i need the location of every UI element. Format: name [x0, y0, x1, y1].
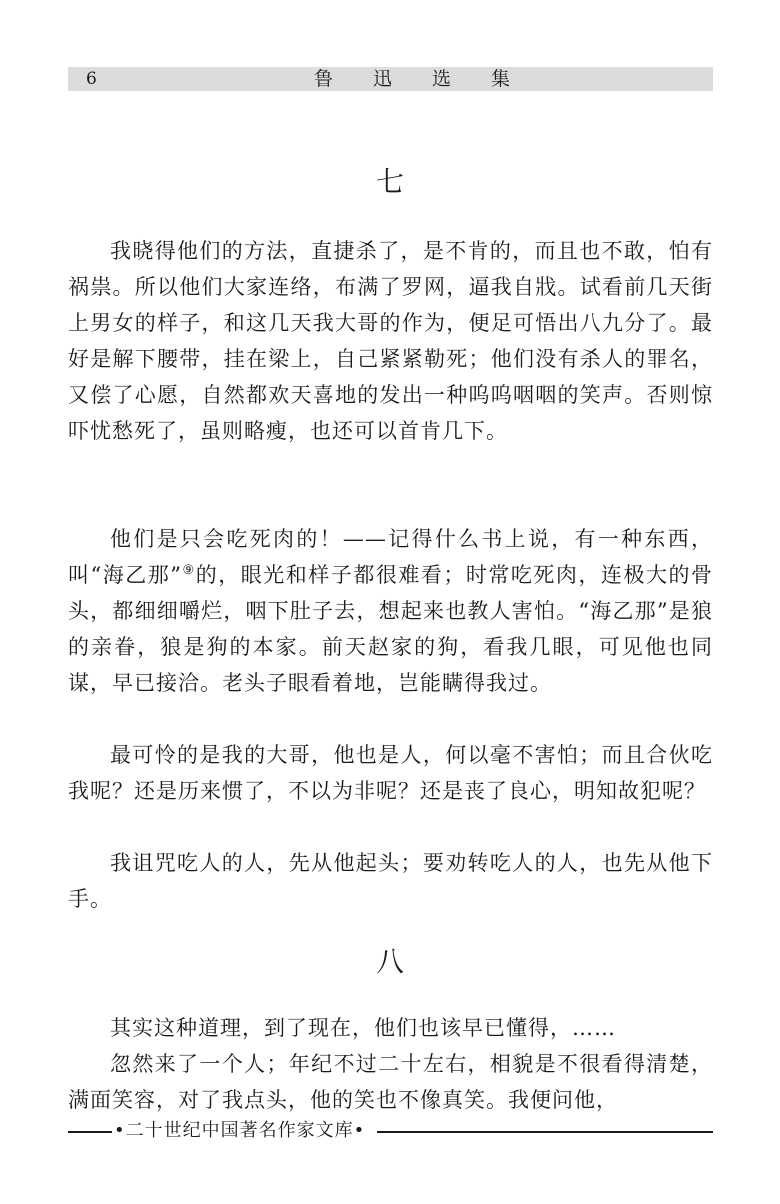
series-title: •二十世纪中国著名作家文库• [114, 1120, 366, 1141]
book-title: 鲁迅选集 [314, 68, 551, 90]
section-heading-8: 八 [375, 945, 404, 978]
paragraph-text: 他们是只会吃死肉的！——记得什么书上说，有一种东西，叫“海乙那” [68, 527, 713, 587]
paragraph: 我诅咒吃人的人，先从他起头；要劝转吃人的人，也先从他下手。 [68, 851, 713, 911]
paragraph: 其实这种道理，到了现在，他们也该早已懂得，…… [110, 1016, 616, 1040]
paragraph [68, 521, 713, 701]
running-footer [68, 1117, 713, 1147]
page-number: 6 [86, 69, 97, 89]
paragraph: 忽然来了一个人；年纪不过二十左右，相貌是不很看得清楚，满面笑容，对了我点头，他的笑也不像真笑。我便问他， [68, 1052, 713, 1112]
running-header [68, 67, 713, 91]
footer-rule-right [377, 1131, 713, 1133]
paragraph: 我晓得他们的方法，直捷杀了，是不肯的，而且也不敢，怕有祸祟。所以他们大家连络，布满了罗网，逼我自戕。试看前几天街上男女的样子，和这几天我大哥的作为，便足可悟出八九分了。最好是解下腰带，挂在梁上，自己紧紧勒死；他们没有杀人的罪名，又偿了心愿，自然都欢天喜地的发出一种呜呜咽咽的笑声。否则惊吓忧愁死了，虽则略瘦，也还可以首肯几下。 [68, 239, 713, 443]
paragraph: 最可怜的是我的大哥，他也是人，何以毫不害怕；而且合伙吃我呢？还是历来惯了，不以为非呢？还是丧了良心，明知故犯呢？ [68, 743, 713, 803]
section-heading-7: 七 [375, 165, 404, 198]
footer-rule-left [68, 1131, 112, 1133]
paragraph-text: 的，眼光和样子都很难看；时常吃死肉，连极大的骨头，都细细嚼烂，咽下肚子去，想起来也教人害怕。“海乙那”是狼的亲眷，狼是狗的本家。前天赵家的狗，看我几眼，可见他也同谋，早已接洽。老头子眼看着地，岂能瞒得我过。 [68, 563, 714, 695]
footnote-marker[interactable]: ⑨ [182, 563, 196, 578]
